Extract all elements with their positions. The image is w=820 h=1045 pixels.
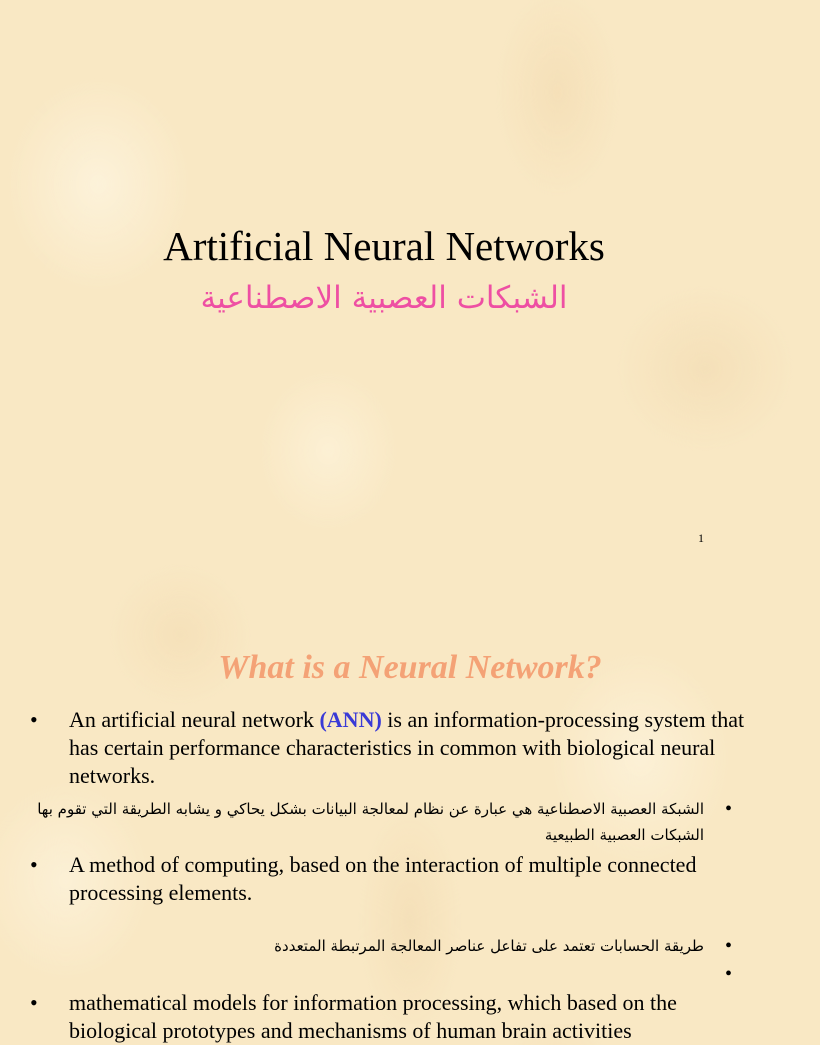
bullet-item-computing-method-arabic [32, 933, 732, 959]
slide-1 [0, 0, 768, 545]
bullet-item-computing-method [30, 851, 750, 907]
bullet-text [69, 706, 750, 790]
bullet-text-arabic: الشبكة العصبية الاصطناعية هي عبارة عن نظام لمعالجة البيانات بشكل يحاكي و يشابه الطريقة التي تقوم بها الشبكات العصبية الطبيعية [37, 800, 704, 844]
ann-acronym: (ANN) [319, 707, 382, 732]
bullet-text-start: An artificial neural network [69, 707, 320, 732]
section-heading: What is a Neural Network? [218, 649, 602, 686]
bullet-empty-icon: • [724, 963, 732, 985]
bullet-item-ann-definition-arabic [32, 796, 732, 848]
slide-title: Artificial Neural Networks [163, 223, 605, 269]
page-number: 1 [698, 531, 704, 545]
bullet-icon: • [724, 798, 732, 820]
bullet-text-end: is an information-processing system that has certain performance characteristics in common with biological neural networks. [69, 707, 745, 788]
bullet-text: A method of computing, based on the interaction of multiple connected processing elements. [69, 852, 697, 905]
bullet-text-arabic: طريقة الحسابات تعتمد على تفاعل عناصر المعالجة المرتبطة المتعددة [274, 937, 704, 955]
bullet-icon: • [30, 990, 38, 1015]
bullet-icon: • [30, 852, 38, 877]
bullet-item-mathematical-models [30, 989, 750, 1045]
bullet-text: mathematical models for information processing, which based on the biological prototypes and mechanisms of human brain activities [69, 990, 677, 1043]
bullet-item-ann-definition [30, 706, 750, 790]
slide-title-arabic: الشبكات العصبية الاصطناعية [200, 280, 568, 316]
bullet-icon: • [724, 935, 732, 957]
slide-2 [0, 512, 768, 1043]
bullet-icon: • [30, 707, 38, 732]
